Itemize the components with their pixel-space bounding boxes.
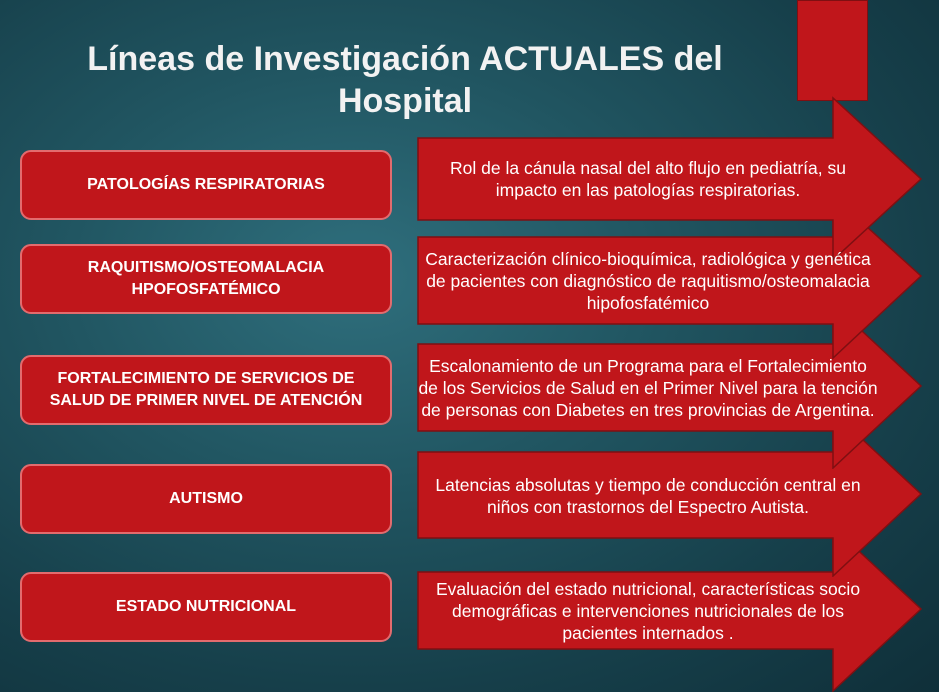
research-line-topic-5 [20, 572, 392, 642]
research-line-topic-2 [20, 244, 392, 314]
research-line-description-2: Caracterización clínico-bioquímica, radiológica y genética de pacientes con diagnóstico de raquitismo/osteomalacia hipofosfatémico [425, 249, 871, 313]
research-line-topic-label: FORTALECIMIENTO DE SERVICIOS DE SALUD DE PRIMER NIVEL DE ATENCIÓN [49, 370, 363, 409]
research-line-topic-1 [20, 150, 392, 220]
decorative-corner-rect [797, 0, 868, 101]
research-line-topic-3 [20, 355, 392, 425]
research-line-topic-4 [20, 464, 392, 534]
research-line-topic-label: PATOLOGÍAS RESPIRATORIAS [87, 176, 325, 193]
research-line-description-1: Rol de la cánula nasal del alto flujo en pediatría, su impacto en las patologías respiratorias. [450, 158, 846, 200]
slide-title: Líneas de Investigación ACTUALES del Hospital [87, 40, 723, 120]
research-line-description-4: Latencias absolutas y tiempo de conducción central en niños con trastornos del Espectro Autista. [435, 475, 861, 517]
research-line-topic-label: RAQUITISMO/OSTEOMALACIA HPOFOSFATÉMICO [87, 259, 325, 298]
research-line-description-5: Evaluación del estado nutricional, características socio demográficas e intervenciones nutricionales de los pacientes internados . [435, 579, 861, 643]
research-line-topic-label: ESTADO NUTRICIONAL [115, 598, 297, 615]
research-line-description-3: Escalonamiento de un Programa para el Fortalecimiento de los Servicios de Salud en el Primer Nivel para la tención de personas con Diabetes en tres provincias de Argentina. [418, 356, 878, 420]
research-line-topic-label: AUTISMO [169, 490, 243, 507]
